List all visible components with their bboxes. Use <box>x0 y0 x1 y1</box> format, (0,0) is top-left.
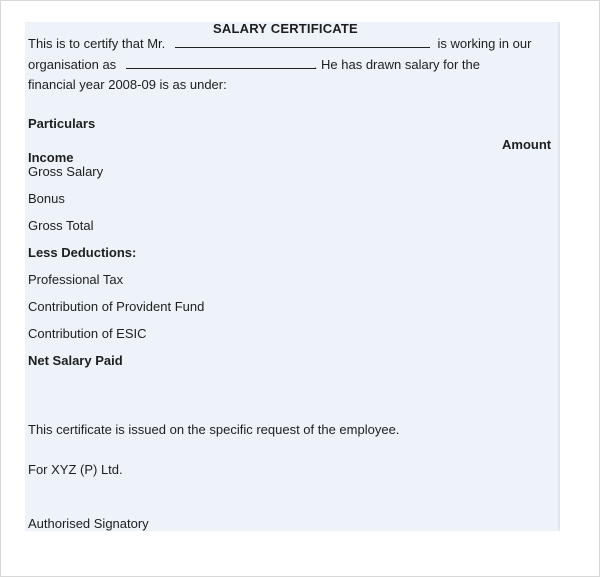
gross-salary-label: Gross Salary <box>28 164 104 179</box>
intro-line-1-start: This is to certify that Mr. <box>28 36 166 51</box>
particulars-heading: Particulars <box>28 116 96 131</box>
intro-line-1 <box>28 35 531 52</box>
authorised-signatory: Authorised Signatory <box>28 516 149 531</box>
document-title: SALARY CERTIFICATE <box>213 21 358 36</box>
intro-line-2 <box>28 56 480 73</box>
company-name: For XYZ (P) Ltd. <box>28 462 123 477</box>
intro-line-2-start: organisation as <box>28 57 117 72</box>
employee-name-blank <box>175 35 430 48</box>
page-shadow <box>558 22 560 531</box>
issued-note: This certificate is issued on the specific request of the employee. <box>28 422 400 437</box>
professional-tax-label: Professional Tax <box>28 272 124 287</box>
intro-line-1-end: is working in our <box>437 36 532 51</box>
esic-label: Contribution of ESIC <box>28 326 147 341</box>
intro-line-2-end: . He has drawn salary for the <box>313 57 480 72</box>
net-salary-label: Net Salary Paid <box>28 353 123 368</box>
provident-fund-label: Contribution of Provident Fund <box>28 299 205 314</box>
bonus-label: Bonus <box>28 191 65 206</box>
less-deductions-heading: Less Deductions: <box>28 245 137 260</box>
intro-line-3: financial year 2008-09 is as under: <box>28 77 227 92</box>
gross-total-label: Gross Total <box>28 218 94 233</box>
designation-blank <box>126 56 316 69</box>
amount-heading: Amount <box>502 137 552 152</box>
income-heading: Income <box>28 150 74 165</box>
document-page <box>25 22 558 531</box>
